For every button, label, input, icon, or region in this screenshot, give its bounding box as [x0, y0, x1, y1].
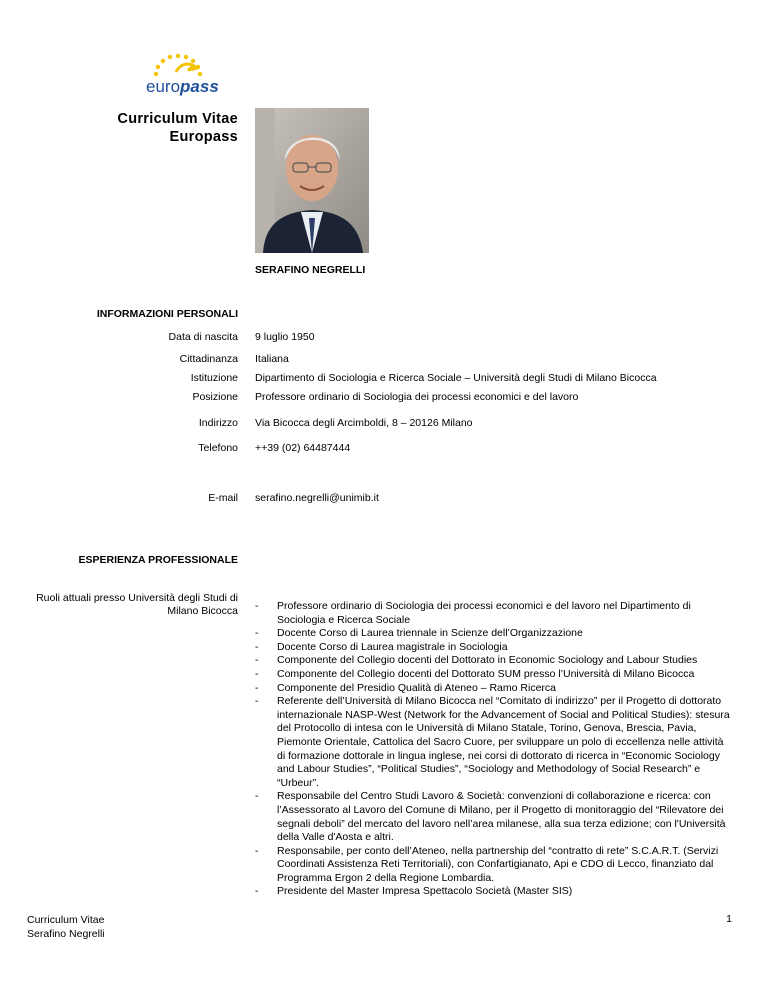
logo-wordmark: europass [146, 77, 219, 96]
list-item-text: Responsabile del Centro Studi Lavoro & Società: convenzioni di collaborazione e ricerca: con l’Assessorato al Lavoro del Comune di Milano, per il Progetto di monitoraggio del “Rilevatore dei segnali deboli” del mercato del lavoro nell’area milanese, alla sua terza edizione; con l'Università della Valle d'Aosta e altri. [277, 790, 726, 844]
experience-heading: ESPERIENZA PROFESSIONALE [78, 554, 238, 566]
list-item-text: Docente Corso di Laurea magistrale in Sociologia [277, 640, 508, 653]
figure-icon [176, 64, 198, 72]
field-value: Via Bicocca degli Arcimboldi, 8 – 20126 Milano [255, 417, 473, 429]
list-item: - Componente del Presidio Qualità di Ateneo – Ramo Ricerca [255, 681, 556, 694]
list-item: - Docente Corso di Laurea triennale in Scienze dell’Organizzazione [255, 627, 583, 640]
field-label: Cittadinanza [179, 353, 238, 365]
list-item: - Docente Corso di Laurea magistrale in Sociologia [255, 640, 508, 653]
list-item: - Responsabile, per conto dell’Ateneo, nella partnership del “contratto di rete” S.C.A.R.T. (Servizi Coordinati Assistenza Reti Territoriali), con Confartigianato, Api e CDO di Lecco, finanziato dal Programma Ergon 2 della Regione Lombardia. [255, 844, 719, 884]
field-label: Posizione [192, 391, 238, 403]
roles-list [250, 600, 730, 899]
field-label: Data di nascita [168, 331, 238, 343]
list-item-text: Professore ordinario di Sociologia dei processi economici e del lavoro nel Dipartimento di Sociologia e Ricerca Sociale [277, 600, 691, 626]
portrait-image [255, 108, 369, 253]
list-item-text: Componente del Presidio Qualità di Ateneo – Ramo Ricerca [277, 681, 556, 694]
list-item-text: Presidente del Master Impresa Spettacolo Società (Master SIS) [277, 885, 573, 898]
field-label: Indirizzo [198, 417, 238, 429]
europass-logo [136, 52, 240, 98]
field-value: Dipartimento di Sociologia e Ricerca Sociale – Università degli Studi di Milano Bicocca [255, 372, 657, 384]
list-item: - Componente del Collegio docenti del Dottorato SUM presso l’Università di Milano Bicocca [255, 667, 695, 680]
page-footer [27, 913, 105, 941]
list-item-text: Componente del Collegio docenti del Dottorato SUM presso l’Università di Milano Bicocca [277, 667, 695, 680]
cv-title [60, 110, 238, 146]
cv-title-line2: Europass [169, 129, 238, 145]
list-item: - Professore ordinario di Sociologia dei processi economici e del lavoro nel Dipartimento di Sociologia e Ricerca Sociale [255, 600, 691, 626]
email-link[interactable]: serafino.negrelli@unimib.it [255, 492, 379, 504]
personal-info-heading: INFORMAZIONI PERSONALI [96, 308, 238, 320]
roles-label: Ruoli attuali presso Università degli Studi di Milano Bicocca [36, 592, 238, 617]
profile-photo [255, 108, 369, 253]
list-item-text: Referente dell’Università di Milano Bicocca nel “Comitato di indirizzo” per il Progetto di dottorato internazionale NASP-West (Network for the Advancement of Social and Political Studies): stesura del Protocollo di intesa con le Università di Milano Statale, Torino, Genova, Brescia, Pavia, Piemonte Orientale, Cattolica del Sacro Cuore, per sviluppare un polo di eccellenza nelle attività di formazione dottorale in lingua inglese, nei corsi di dottorato di ricerca in “Economic Sociology and Labour Studies”, “Political Studies”, “Sociology and Methodology of Social Research” e “Urbeur”. [277, 695, 730, 789]
cv-title-line1: Curriculum Vitae [117, 111, 238, 127]
list-item-text: Componente del Collegio docenti del Dottorato in Economic Sociology and Labour Studies [277, 654, 698, 667]
field-label: E-mail [208, 492, 238, 504]
list-item: - Responsabile del Centro Studi Lavoro & Società: convenzioni di collaborazione e ricerca: con l’Assessorato al Lavoro del Comune di Milano, per il Progetto di monitoraggio del “Rilevatore dei segnali deboli” del mercato del lavoro nell’area milanese, alla sua terza edizione; con l'Università della Valle d'Aosta e altri. [255, 790, 726, 844]
list-item-text: Docente Corso di Laurea triennale in Scienze dell’Organizzazione [277, 627, 583, 640]
field-value: 9 luglio 1950 [255, 331, 315, 343]
list-item: - Componente del Collegio docenti del Dottorato in Economic Sociology and Labour Studies [255, 654, 698, 667]
list-item-text: Responsabile, per conto dell’Ateneo, nella partnership del “contratto di rete” S.C.A.R.T. (Servizi Coordinati Assistenza Reti Territoriali), con Confartigianato, Api e CDO di Lecco, finanziato dal Programma Ergon 2 della Regione Lombardia. [277, 844, 719, 884]
field-value: Professore ordinario di Sociologia dei processi economici e del lavoro [255, 391, 579, 403]
europass-logo-graphic [136, 52, 240, 98]
field-label: Istituzione [190, 372, 238, 384]
list-item: - Referente dell’Università di Milano Bicocca nel “Comitato di indirizzo” per il Progetto di dottorato internazionale NASP-West (Network for the Advancement of Social and Political Studies): stesura del Protocollo di intesa con le Università di Milano Statale, Torino, Genova, Brescia, Pavia, Piemonte Orientale, Cattolica del Sacro Cuore, per sviluppare un polo di eccellenza nelle attività di formazione dottorale in lingua inglese, nei corsi di dottorato di ricerca in “Economic Sociology and Labour Studies”, “Political Studies”, “Sociology and Methodology of Social Research” e “Urbeur”. [255, 695, 730, 789]
footer-line2: Serafino Negrelli [27, 928, 105, 940]
field-value: Italiana [255, 353, 289, 365]
person-name: SERAFINO NEGRELLI [255, 264, 366, 276]
footer-line1: Curriculum Vitae [27, 914, 105, 926]
page-number: 1 [726, 913, 732, 925]
field-value: ++39 (02) 64487444 [255, 442, 351, 454]
list-item: - Presidente del Master Impresa Spettacolo Società (Master SIS) [255, 885, 573, 898]
field-label: Telefono [198, 442, 238, 454]
